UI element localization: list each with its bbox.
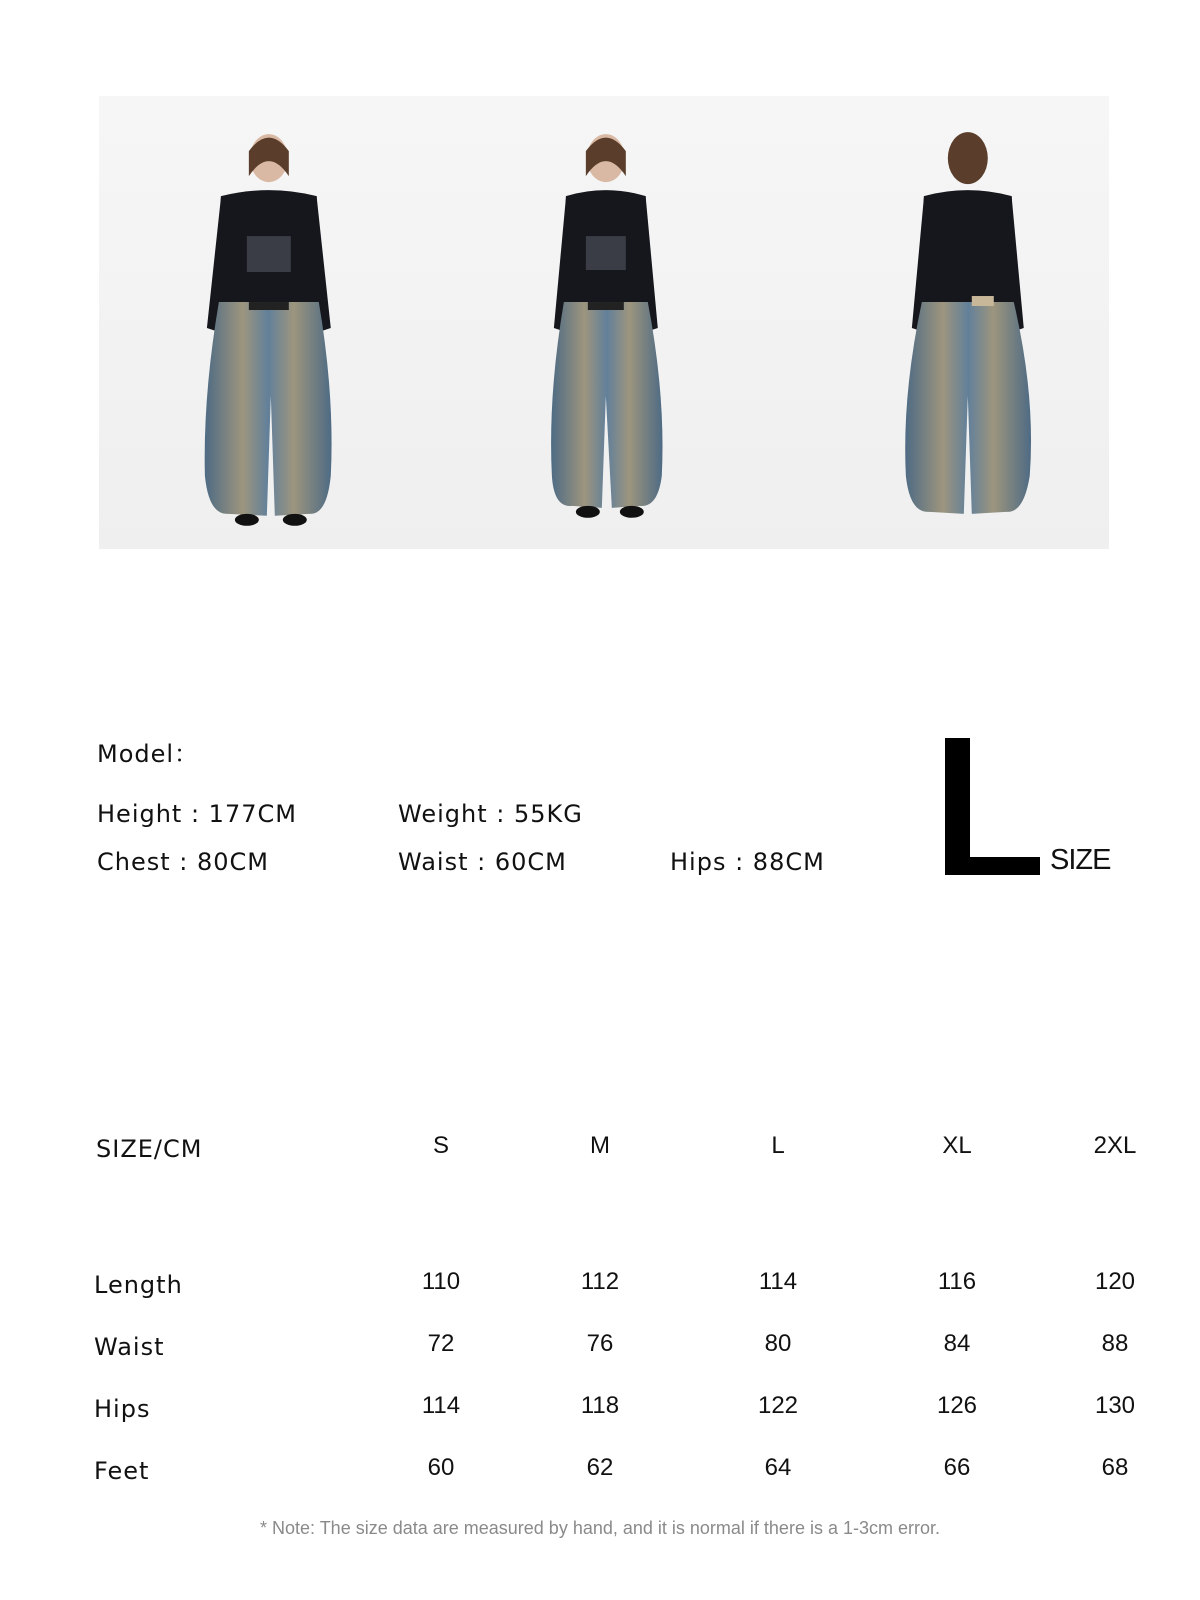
- size-cell-length-2xl: 120: [1094, 1268, 1136, 1295]
- model-weight: Weight : 55KG: [398, 800, 583, 828]
- size-cell-length-m: 112: [580, 1268, 620, 1295]
- size-cell-hips-2xl: 130: [1094, 1392, 1136, 1419]
- size-cell-waist-s: 72: [427, 1330, 455, 1357]
- size-cell-feet-2xl: 68: [1101, 1454, 1129, 1481]
- size-cell-waist-l: 80: [764, 1330, 792, 1357]
- model-photo-back: [772, 96, 1109, 549]
- model-section-title: Model：: [97, 740, 200, 768]
- size-word: SIZE: [1050, 844, 1111, 876]
- size-column-l: L: [771, 1132, 785, 1159]
- model-photo-strip: [99, 96, 1109, 549]
- row-label-length: Length: [94, 1271, 183, 1299]
- size-column-2xl: 2XL: [1093, 1132, 1137, 1159]
- size-cell-length-l: 114: [758, 1268, 798, 1295]
- row-label-waist: Waist: [94, 1333, 165, 1361]
- model-hips: Hips : 88CM: [670, 848, 825, 876]
- size-cell-hips-xl: 126: [936, 1392, 978, 1419]
- model-side-figure: [436, 96, 773, 549]
- model-waist: Waist : 60CM: [398, 848, 567, 876]
- row-label-feet: Feet: [94, 1457, 150, 1485]
- size-cell-hips-s: 114: [421, 1392, 461, 1419]
- size-cell-feet-s: 60: [427, 1454, 455, 1481]
- size-column-xl: XL: [942, 1132, 972, 1159]
- measurement-note: * Note: The size data are measured by hand, and it is normal if there is a 1-3cm error.: [259, 1518, 940, 1538]
- size-letter-l-base: [945, 857, 1040, 875]
- size-cell-waist-2xl: 88: [1101, 1330, 1129, 1357]
- size-cell-waist-m: 76: [586, 1330, 614, 1357]
- size-cell-hips-l: 122: [757, 1392, 799, 1419]
- size-cell-feet-xl: 66: [943, 1454, 971, 1481]
- model-photo-front: [99, 96, 436, 549]
- size-table-header: SIZE/CM: [96, 1135, 203, 1163]
- size-cell-length-s: 110: [421, 1268, 461, 1295]
- size-letter-l: [945, 738, 970, 875]
- size-cell-waist-xl: 84: [943, 1330, 971, 1357]
- size-cell-feet-m: 62: [586, 1454, 614, 1481]
- size-cell-feet-l: 64: [764, 1454, 792, 1481]
- size-column-s: S: [432, 1132, 449, 1159]
- model-chest: Chest : 80CM: [97, 848, 269, 876]
- size-column-m: M: [590, 1132, 610, 1159]
- model-size-badge: [945, 738, 1125, 878]
- model-height: Height : 177CM: [97, 800, 297, 828]
- size-cell-hips-m: 118: [580, 1392, 620, 1419]
- model-photo-side: [436, 96, 773, 549]
- model-front-figure: [99, 96, 436, 549]
- model-back-figure: [772, 96, 1109, 549]
- row-label-hips: Hips: [94, 1395, 151, 1423]
- size-cell-length-xl: 116: [937, 1268, 977, 1295]
